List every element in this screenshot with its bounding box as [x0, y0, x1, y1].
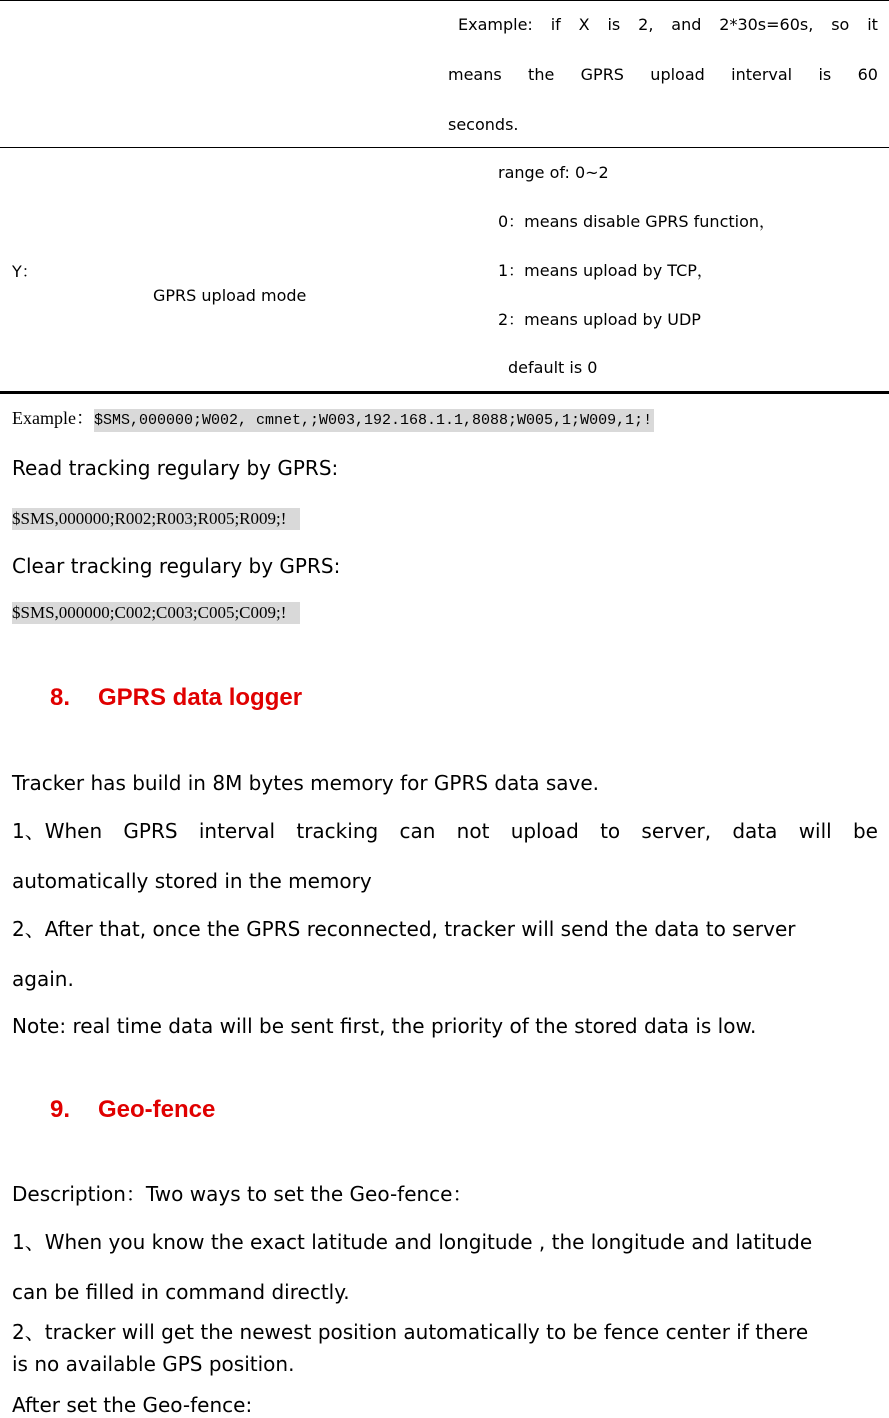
section-8-title: GPRS data logger: [98, 684, 303, 711]
word: be: [852, 819, 878, 843]
section-9-title: Geo-fence: [98, 1096, 216, 1123]
word: is: [607, 15, 621, 34]
section-9-item-1-line-1: 1、When you know the exact latitude and longitude , the longitude and latitude: [12, 1230, 813, 1254]
word: GPRS: [580, 65, 624, 84]
section-9-item-2-line-2: is no available GPS position.: [12, 1352, 295, 1376]
param-y-label: Y：: [12, 262, 38, 281]
section-9-description: Description：Two ways to set the Geo-fence：: [12, 1182, 473, 1206]
word: interval: [731, 65, 793, 84]
word: tracking: [296, 819, 379, 843]
word: 60: [857, 65, 878, 84]
section-9-heading: [50, 1096, 215, 1124]
section-8-item-2-line-2: again.: [12, 967, 74, 991]
word: can: [399, 819, 436, 843]
example-line: [12, 404, 654, 430]
desc-default: default is 0: [508, 358, 598, 377]
desc-option-0: 0：means disable GPRS function，: [498, 212, 776, 231]
section-8-heading: [50, 684, 302, 712]
word: will: [798, 819, 832, 843]
word: and: [671, 15, 702, 34]
table-row-divider: [0, 147, 889, 148]
desc-option-2: 2：means upload by UDP: [498, 310, 701, 329]
section-9-after: After set the Geo-fence:: [12, 1393, 253, 1417]
word: if: [550, 15, 561, 34]
word: 2*30s=60s,: [719, 15, 814, 34]
table-bottom-border: [0, 391, 889, 394]
section-9-number: 9.: [50, 1096, 71, 1123]
clear-tracking-command: $SMS,000000;C002;C003;C005;C009;!: [12, 602, 300, 624]
example-command: $SMS,000000;W002, cmnet,;W003,192.168.1.1,8088;W005,1;W009,1;!: [94, 409, 654, 432]
section-9-item-2-line-1: 2、tracker will get the newest position automatically to be fence center if there: [12, 1320, 809, 1344]
word: upload: [510, 819, 579, 843]
table-row-example-desc: [448, 15, 878, 135]
param-y-description: [498, 163, 775, 378]
example-desc-line-1: [448, 15, 878, 35]
desc-range: range of: 0~2: [498, 163, 609, 182]
section-8-note: Note: real time data will be sent first, the priority of the stored data is low.: [12, 1014, 757, 1038]
word: the: [528, 65, 555, 84]
word: GPRS: [123, 819, 178, 843]
word: Example:: [458, 15, 533, 34]
param-y-name: GPRS upload mode: [153, 286, 307, 305]
word: not: [456, 819, 490, 843]
section-9-item-1-line-2: can be filled in command directly.: [12, 1280, 350, 1304]
read-tracking-label: Read tracking regulary by GPRS:: [12, 456, 339, 480]
word: X: [578, 15, 590, 34]
word: data: [732, 819, 778, 843]
desc-option-1: 1：means upload by TCP，: [498, 261, 713, 280]
read-tracking-command: $SMS,000000;R002;R003;R005;R009;!: [12, 508, 300, 530]
clear-tracking-label: Clear tracking regulary by GPRS:: [12, 554, 341, 578]
word: 1、When: [12, 819, 103, 843]
word: so: [831, 15, 850, 34]
word: 2,: [638, 15, 654, 34]
section-8-item-1-line-1: [12, 818, 878, 844]
example-desc-line-3: seconds.: [448, 115, 519, 134]
example-label: Example：: [12, 408, 94, 428]
word: means: [448, 65, 502, 84]
section-8-intro: Tracker has build in 8M bytes memory for GPRS data save.: [12, 771, 600, 795]
word: is: [818, 65, 832, 84]
section-8-item-1-line-2: automatically stored in the memory: [12, 869, 372, 893]
word: to: [600, 819, 621, 843]
section-8-item-2-line-1: 2、After that, once the GPRS reconnected, tracker will send the data to server: [12, 917, 796, 941]
example-desc-line-2: [448, 65, 878, 85]
word: server,: [641, 819, 712, 843]
word: it: [867, 15, 878, 34]
word: upload: [650, 65, 705, 84]
table-top-border: [0, 0, 889, 1]
word: interval: [198, 819, 276, 843]
section-8-number: 8.: [50, 684, 71, 711]
